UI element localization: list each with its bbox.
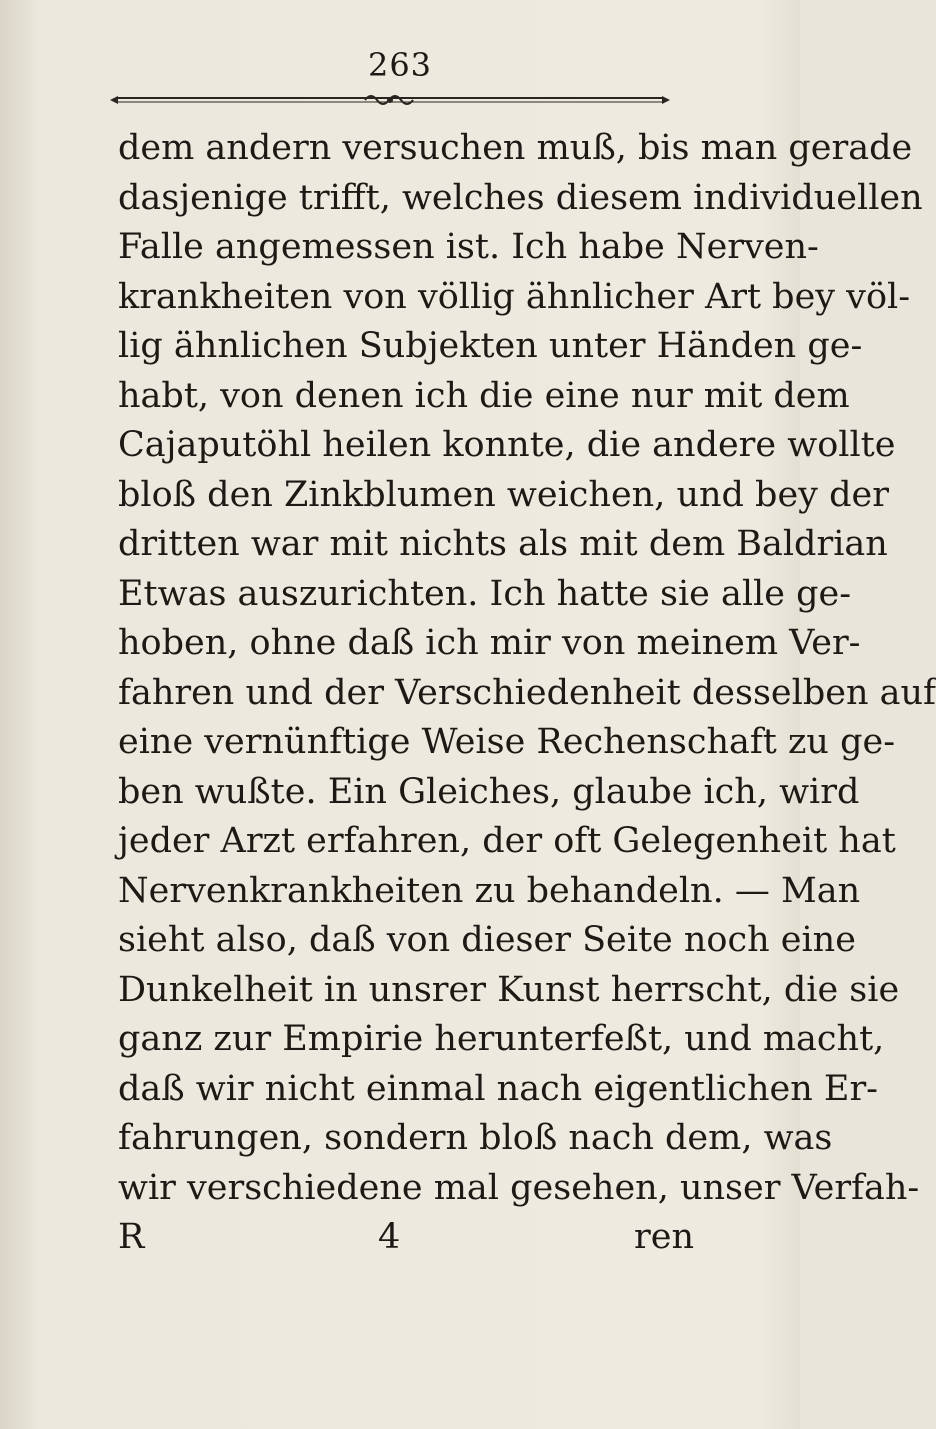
text-line: wir verschiedene mal gesehen, unser Verfah- xyxy=(118,1167,920,1208)
text-line: ben wußte. Ein Gleiches, glaube ich, wird xyxy=(118,771,860,812)
text-line: dritten war mit nichts als mit dem Baldrian xyxy=(118,524,888,564)
text-line: Etwas auszurichten. Ich hatte sie alle ge- xyxy=(118,573,852,614)
catchword-line: R 4 ren xyxy=(118,1217,694,1257)
page-number: 263 xyxy=(367,46,433,84)
text-line: ganz zur Empirie herunterfeßt, und macht, xyxy=(118,1019,885,1059)
text-line: sieht also, daß von dieser Seite noch eine xyxy=(118,920,856,960)
text-line: hoben, ohne daß ich mir von meinem Ver- xyxy=(118,623,861,663)
text-line: fahrungen, sondern bloß nach dem, was xyxy=(118,1118,833,1158)
text-line: Dunkelheit in unsrer Kunst herrscht, die sie xyxy=(118,969,900,1010)
text-line: dem andern versuchen muß, bis man gerade xyxy=(118,128,913,168)
text-line: lig ähnlichen Subjekten unter Händen ge- xyxy=(118,326,863,366)
text-line: eine vernünftige Weise Rechenschaft zu ge- xyxy=(118,722,896,762)
text-line: krankheiten von völlig ähnlicher Art bey völ- xyxy=(118,276,911,317)
text-line: dasjenige trifft, welches diesem individuellen xyxy=(118,177,923,218)
text-line: Falle angemessen ist. Ich habe Nerven- xyxy=(118,227,819,267)
text-line: Nervenkrankheiten zu behandeln. — Man xyxy=(118,870,861,911)
text-line: Cajaputöhl heilen konnte, die andere wollte xyxy=(118,425,896,465)
body-text xyxy=(118,124,936,1263)
text-line: habt, von denen ich die eine nur mit dem xyxy=(118,375,850,416)
text-line: bloß den Zinkblumen weichen, und bey der xyxy=(118,474,889,515)
text-line: daß wir nicht einmal nach eigentlichen Er- xyxy=(118,1068,879,1109)
text-line: jeder Arzt erfahren, der oft Gelegenheit hat xyxy=(118,821,896,861)
text-line: fahren und der Verschiedenheit desselben auf xyxy=(118,672,936,713)
header-rule-ornament xyxy=(110,92,670,108)
